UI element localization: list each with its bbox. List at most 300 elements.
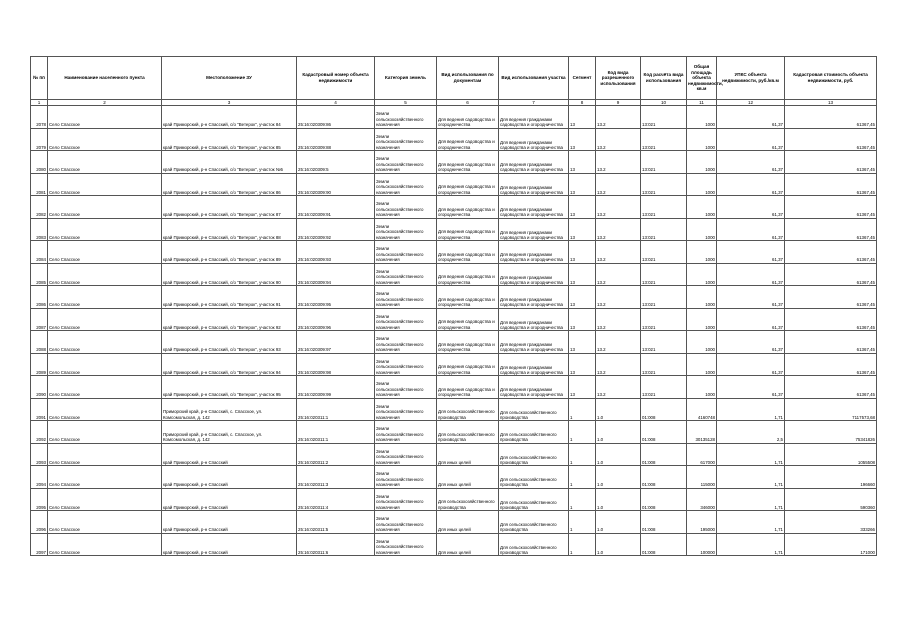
cell-settlement-name: Село Спасское xyxy=(48,466,162,489)
cell-plot-use: Для ведения гражданами садоводства и огородничества xyxy=(499,173,569,196)
cell-upks: 1,71 xyxy=(717,488,785,511)
cell-cadastral-value: 61367,45 xyxy=(785,308,877,331)
cell-settlement-name: Село Спасское xyxy=(48,488,162,511)
cell-area: 1000 xyxy=(687,286,717,309)
table-row xyxy=(31,151,877,174)
table-row xyxy=(31,173,877,196)
cell-area: 1000 xyxy=(687,353,717,376)
cell-use-by-documents: Для ведения садоводства и огородничества xyxy=(437,196,499,219)
table-row xyxy=(31,443,877,466)
table-row xyxy=(31,308,877,331)
cell-land-category: Земли сельскохозяйственного назначения xyxy=(375,173,437,196)
cell-use-code: 13.2 xyxy=(596,196,641,219)
cell-use-by-documents: Для ведения садоводства и огородничества xyxy=(437,353,499,376)
cell-use-by-documents: Для сельскохозяйственного производства xyxy=(437,398,499,421)
cell-cadastral-number: 25:16:020309:98 xyxy=(297,353,375,376)
cell-land-category: Земли сельскохозяйственного назначения xyxy=(375,376,437,399)
cell-segment: 1 xyxy=(569,533,596,556)
cell-settlement-name: Село Спасское xyxy=(48,331,162,354)
cell-use-code: 1.0 xyxy=(596,398,641,421)
table-row xyxy=(31,488,877,511)
cell-area: 195000 xyxy=(687,511,717,534)
cell-cadastral-value: 61367,45 xyxy=(785,286,877,309)
cell-upks: 61,37 xyxy=(717,241,785,264)
column-header-10: Код расчёта вида использования xyxy=(641,57,687,100)
header-row xyxy=(31,57,877,100)
cell-area: 346000 xyxy=(687,488,717,511)
column-number-12: 12 xyxy=(717,100,785,106)
cell-use-by-documents: Для ведения садоводства и огородничества xyxy=(437,106,499,129)
cell-use-by-documents: Для иных целей xyxy=(437,533,499,556)
column-number-10: 10 xyxy=(641,100,687,106)
cell-cadastral-number: 25:16:020311:1 xyxy=(297,421,375,444)
cell-plot-use: Для ведения гражданами садоводства и огородничества xyxy=(499,241,569,264)
cell-land-category: Земли сельскохозяйственного назначения xyxy=(375,331,437,354)
cell-calc-code: 13:021 xyxy=(641,286,687,309)
cell-land-category: Земли сельскохозяйственного назначения xyxy=(375,398,437,421)
column-header-11: Общая площадь объекта недвижимости, кв.м xyxy=(687,57,717,100)
cell-area: 100000 xyxy=(687,533,717,556)
cell-use-code: 13.2 xyxy=(596,286,641,309)
cell-calc-code: 13:021 xyxy=(641,308,687,331)
cell-settlement-name: Село Спасское xyxy=(48,511,162,534)
cell-use-by-documents: Для ведения садоводства и огородничества xyxy=(437,173,499,196)
cell-settlement-name: Село Спасское xyxy=(48,173,162,196)
cell-location: край Приморский, р-н Спасский, с/о "Ветерок", участок 95 xyxy=(162,376,297,399)
cell-segment: 1 xyxy=(569,488,596,511)
table-row xyxy=(31,241,877,264)
cell-segment: 1 xyxy=(569,466,596,489)
cell-calc-code: 01:008 xyxy=(641,443,687,466)
column-header-8: Сегмент xyxy=(569,57,596,100)
cell-use-by-documents: Для сельскохозяйственного производства xyxy=(437,421,499,444)
cell-segment: 13 xyxy=(569,353,596,376)
cell-settlement-name: Село Спасское xyxy=(48,398,162,421)
cell-row-number: 2079 xyxy=(31,128,48,151)
cell-segment: 13 xyxy=(569,218,596,241)
cell-calc-code: 13:021 xyxy=(641,173,687,196)
cell-location: край Приморский, р-н Спасский xyxy=(162,511,297,534)
column-header-1: № пп xyxy=(31,57,48,100)
table-row xyxy=(31,398,877,421)
cell-segment: 13 xyxy=(569,173,596,196)
cell-land-category: Земли сельскохозяйственного назначения xyxy=(375,488,437,511)
table-row xyxy=(31,218,877,241)
cell-use-code: 13.2 xyxy=(596,308,641,331)
table-row xyxy=(31,196,877,219)
table-row xyxy=(31,106,877,129)
cell-upks: 1,71 xyxy=(717,443,785,466)
cell-land-category: Земли сельскохозяйственного назначения xyxy=(375,533,437,556)
cell-land-category: Земли сельскохозяйственного назначения xyxy=(375,106,437,129)
cell-settlement-name: Село Спасское xyxy=(48,286,162,309)
cell-cadastral-value: 171000 xyxy=(785,533,877,556)
cadastral-value-table xyxy=(30,56,877,556)
table-row xyxy=(31,286,877,309)
cell-plot-use: Для сельскохозяйственного производства xyxy=(499,533,569,556)
column-number-8: 8 xyxy=(569,100,596,106)
cell-area: 30135128 xyxy=(687,421,717,444)
cell-segment: 13 xyxy=(569,331,596,354)
cell-calc-code: 13:021 xyxy=(641,196,687,219)
cell-land-category: Земли сельскохозяйственного назначения xyxy=(375,218,437,241)
column-header-3: Местоположение ЗУ xyxy=(162,57,297,100)
table-row xyxy=(31,511,877,534)
cell-land-category: Земли сельскохозяйственного назначения xyxy=(375,443,437,466)
cell-plot-use: Для ведения гражданами садоводства и огородничества xyxy=(499,286,569,309)
cell-area: 1000 xyxy=(687,376,717,399)
cell-plot-use: Для сельскохозяйственного производства xyxy=(499,511,569,534)
cell-area: 4160748 xyxy=(687,398,717,421)
cell-settlement-name: Село Спасское xyxy=(48,421,162,444)
cell-cadastral-value: 75341826 xyxy=(785,421,877,444)
cell-use-by-documents: Для ведения садоводства и огородничества xyxy=(437,218,499,241)
column-header-5: Категория земель xyxy=(375,57,437,100)
cell-row-number: 2087 xyxy=(31,308,48,331)
cell-location: край Приморский, р-н Спасский, с/о "Ветерок", участок 89 xyxy=(162,241,297,264)
cell-plot-use: Для сельскохозяйственного производства xyxy=(499,488,569,511)
cell-use-code: 1.0 xyxy=(596,421,641,444)
cell-cadastral-value: 61367,45 xyxy=(785,376,877,399)
cell-row-number: 2083 xyxy=(31,218,48,241)
cell-use-code: 1.0 xyxy=(596,511,641,534)
cell-use-code: 13.2 xyxy=(596,353,641,376)
cell-cadastral-number: 25:16:020311:1 xyxy=(297,398,375,421)
cell-cadastral-number: 25:16:020311:3 xyxy=(297,466,375,489)
cell-upks: 61,37 xyxy=(717,106,785,129)
cell-location: край Приморский, р-н Спасский xyxy=(162,533,297,556)
cell-row-number: 2094 xyxy=(31,466,48,489)
cell-use-code: 1.0 xyxy=(596,533,641,556)
cell-use-code: 13.2 xyxy=(596,151,641,174)
cell-location: Приморский край, р-н Спасский, с. Спасское, ул. Комсомольская, д. 142 xyxy=(162,398,297,421)
cell-upks: 61,37 xyxy=(717,173,785,196)
cell-upks: 61,37 xyxy=(717,376,785,399)
cell-cadastral-value: 61367,45 xyxy=(785,173,877,196)
cell-row-number: 2080 xyxy=(31,151,48,174)
cell-cadastral-value: 61367,45 xyxy=(785,196,877,219)
cell-location: край Приморский, р-н Спасский xyxy=(162,466,297,489)
cell-calc-code: 13:021 xyxy=(641,218,687,241)
cell-row-number: 2096 xyxy=(31,511,48,534)
cell-cadastral-value: 196660 xyxy=(785,466,877,489)
cell-segment: 1 xyxy=(569,398,596,421)
cell-land-category: Земли сельскохозяйственного назначения xyxy=(375,286,437,309)
cell-row-number: 2097 xyxy=(31,533,48,556)
cell-use-by-documents: Для иных целей xyxy=(437,511,499,534)
cell-cadastral-value: 61367,45 xyxy=(785,353,877,376)
cell-calc-code: 01:008 xyxy=(641,533,687,556)
cell-location: край Приморский, р-н Спасский, с/о "Ветерок", участок №5 xyxy=(162,151,297,174)
cell-settlement-name: Село Спасское xyxy=(48,106,162,129)
cell-cadastral-number: 25:16:020309:99 xyxy=(297,376,375,399)
cell-cadastral-value: 61367,45 xyxy=(785,218,877,241)
cell-cadastral-value: 7117573,68 xyxy=(785,398,877,421)
cell-cadastral-value: 61367,45 xyxy=(785,128,877,151)
cell-settlement-name: Село Спасское xyxy=(48,263,162,286)
cell-upks: 1,71 xyxy=(717,398,785,421)
column-header-2: Наименование населенного пункта xyxy=(48,57,162,100)
cell-cadastral-number: 25:16:020309:5 xyxy=(297,151,375,174)
cell-row-number: 2084 xyxy=(31,241,48,264)
cell-plot-use: Для сельскохозяйственного производства xyxy=(499,421,569,444)
cell-location: край Приморский, р-н Спасский, с/о "Ветерок", участок 88 xyxy=(162,218,297,241)
cell-location: край Приморский, р-н Спасский xyxy=(162,488,297,511)
cell-upks: 61,37 xyxy=(717,286,785,309)
cell-cadastral-value: 333266 xyxy=(785,511,877,534)
cell-calc-code: 13:021 xyxy=(641,353,687,376)
cell-use-code: 13.2 xyxy=(596,331,641,354)
cell-use-by-documents: Для ведения садоводства и огородничества xyxy=(437,286,499,309)
cell-use-code: 13.2 xyxy=(596,218,641,241)
column-number-2: 2 xyxy=(48,100,162,106)
cell-cadastral-number: 25:16:020311:4 xyxy=(297,488,375,511)
column-number-4: 4 xyxy=(297,100,375,106)
cell-area: 1000 xyxy=(687,263,717,286)
cell-area: 1000 xyxy=(687,218,717,241)
column-number-5: 5 xyxy=(375,100,437,106)
cell-use-code: 13.2 xyxy=(596,376,641,399)
cell-location: край Приморский, р-н Спасский, с/о "Ветерок", участок 93 xyxy=(162,331,297,354)
cell-use-code: 13.2 xyxy=(596,128,641,151)
cell-row-number: 2085 xyxy=(31,263,48,286)
cell-plot-use: Для ведения гражданами садоводства и огородничества xyxy=(499,196,569,219)
cell-location: край Приморский, р-н Спасский, с/о "Ветерок", участок 92 xyxy=(162,308,297,331)
cell-location: край Приморский, р-н Спасский, с/о "Ветерок", участок 91 xyxy=(162,286,297,309)
column-number-1: 1 xyxy=(31,100,48,106)
cell-cadastral-value: 590360 xyxy=(785,488,877,511)
cell-cadastral-number: 25:16:020309:94 xyxy=(297,263,375,286)
cell-cadastral-number: 25:16:020311:5 xyxy=(297,511,375,534)
cell-settlement-name: Село Спасское xyxy=(48,353,162,376)
cell-cadastral-value: 61367,45 xyxy=(785,106,877,129)
cell-upks: 1,71 xyxy=(717,533,785,556)
cell-location: Приморский край, р-н Спасский, с. Спасское, ул. Комсомольская, д. 142 xyxy=(162,421,297,444)
cell-row-number: 2092 xyxy=(31,421,48,444)
table-row xyxy=(31,128,877,151)
cell-settlement-name: Село Спасское xyxy=(48,196,162,219)
table-row xyxy=(31,331,877,354)
cell-area: 1000 xyxy=(687,196,717,219)
cell-segment: 13 xyxy=(569,196,596,219)
cell-use-by-documents: Для иных целей xyxy=(437,443,499,466)
cell-location: край Приморский, р-н Спасский, с/о "Ветерок", участок 94 xyxy=(162,353,297,376)
cell-row-number: 2081 xyxy=(31,173,48,196)
cell-settlement-name: Село Спасское xyxy=(48,376,162,399)
table-row xyxy=(31,376,877,399)
cell-land-category: Земли сельскохозяйственного назначения xyxy=(375,151,437,174)
cell-cadastral-number: 25:16:020309:97 xyxy=(297,331,375,354)
cell-plot-use: Для ведения гражданами садоводства и огородничества xyxy=(499,353,569,376)
cell-use-code: 13.2 xyxy=(596,173,641,196)
cell-use-by-documents: Для ведения садоводства и огородничества xyxy=(437,376,499,399)
column-header-6: Вид использования по документам xyxy=(437,57,499,100)
cell-use-by-documents: Для сельскохозяйственного производства xyxy=(437,488,499,511)
cell-land-category: Земли сельскохозяйственного назначения xyxy=(375,241,437,264)
cell-use-code: 13.2 xyxy=(596,241,641,264)
table-row xyxy=(31,533,877,556)
cell-location: край Приморский, р-н Спасский, с/о "Ветерок", участок 90 xyxy=(162,263,297,286)
cell-use-code: 1.0 xyxy=(596,443,641,466)
cell-location: край Приморский, р-н Спасский, с/о "Ветерок", участок 84 xyxy=(162,106,297,129)
table-row xyxy=(31,263,877,286)
cell-row-number: 2095 xyxy=(31,488,48,511)
column-number-11: 11 xyxy=(687,100,717,106)
cell-upks: 61,37 xyxy=(717,196,785,219)
cell-use-by-documents: Для ведения садоводства и огородничества xyxy=(437,241,499,264)
cell-settlement-name: Село Спасское xyxy=(48,218,162,241)
cell-plot-use: Для ведения гражданами садоводства и огородничества xyxy=(499,218,569,241)
cell-use-code: 13.2 xyxy=(596,106,641,129)
cell-plot-use: Для сельскохозяйственного производства xyxy=(499,398,569,421)
cell-calc-code: 01:008 xyxy=(641,488,687,511)
cell-cadastral-number: 25:16:020309:92 xyxy=(297,218,375,241)
cell-calc-code: 01:008 xyxy=(641,466,687,489)
cell-segment: 13 xyxy=(569,286,596,309)
column-header-9: Код вида разрешенного использования xyxy=(596,57,641,100)
cell-plot-use: Для ведения гражданами садоводства и огородничества xyxy=(499,128,569,151)
cell-calc-code: 13:021 xyxy=(641,241,687,264)
cell-cadastral-number: 25:16:020309:88 xyxy=(297,128,375,151)
column-number-3: 3 xyxy=(162,100,297,106)
cell-row-number: 2086 xyxy=(31,286,48,309)
cell-area: 1000 xyxy=(687,241,717,264)
cell-land-category: Земли сельскохозяйственного назначения xyxy=(375,263,437,286)
cell-cadastral-number: 25:16:020309:93 xyxy=(297,241,375,264)
cell-upks: 61,37 xyxy=(717,263,785,286)
cell-calc-code: 13:021 xyxy=(641,106,687,129)
cell-land-category: Земли сельскохозяйственного назначения xyxy=(375,308,437,331)
cell-row-number: 2088 xyxy=(31,331,48,354)
column-header-7: Вид использования участка xyxy=(499,57,569,100)
cell-use-code: 13.2 xyxy=(596,263,641,286)
table-row xyxy=(31,421,877,444)
cell-calc-code: 01:008 xyxy=(641,421,687,444)
cell-calc-code: 01:008 xyxy=(641,511,687,534)
cell-land-category: Земли сельскохозяйственного назначения xyxy=(375,466,437,489)
cell-upks: 61,37 xyxy=(717,151,785,174)
cell-settlement-name: Село Спасское xyxy=(48,308,162,331)
cell-use-by-documents: Для иных целей xyxy=(437,466,499,489)
cell-land-category: Земли сельскохозяйственного назначения xyxy=(375,511,437,534)
cell-upks: 61,37 xyxy=(717,353,785,376)
cell-area: 115000 xyxy=(687,466,717,489)
cell-row-number: 2091 xyxy=(31,398,48,421)
cell-area: 1000 xyxy=(687,173,717,196)
cell-cadastral-value: 1055508 xyxy=(785,443,877,466)
cell-cadastral-number: 25:16:020309:95 xyxy=(297,286,375,309)
cell-settlement-name: Село Спасское xyxy=(48,533,162,556)
cell-plot-use: Для ведения гражданами садоводства и огородничества xyxy=(499,151,569,174)
cell-use-by-documents: Для ведения садоводства и огородничества xyxy=(437,128,499,151)
cell-cadastral-number: 25:16:020311:2 xyxy=(297,443,375,466)
cell-location: край Приморский, р-н Спасский, с/о "Ветерок", участок 85 xyxy=(162,128,297,151)
column-number-13: 13 xyxy=(785,100,877,106)
cell-upks: 1,71 xyxy=(717,466,785,489)
cell-calc-code: 13:021 xyxy=(641,263,687,286)
cell-cadastral-value: 61367,45 xyxy=(785,151,877,174)
cell-area: 617000 xyxy=(687,443,717,466)
cell-use-by-documents: Для ведения садоводства и огородничества xyxy=(437,263,499,286)
cell-plot-use: Для ведения гражданами садоводства и огородничества xyxy=(499,263,569,286)
cell-row-number: 2078 xyxy=(31,106,48,129)
column-header-13: Кадастровая стоимость объекта недвижимости, руб. xyxy=(785,57,877,100)
cell-segment: 13 xyxy=(569,241,596,264)
cell-plot-use: Для ведения гражданами садоводства и огородничества xyxy=(499,376,569,399)
cell-cadastral-number: 25:16:020311:6 xyxy=(297,533,375,556)
cell-use-code: 1.0 xyxy=(596,488,641,511)
cell-settlement-name: Село Спасское xyxy=(48,443,162,466)
cell-settlement-name: Село Спасское xyxy=(48,128,162,151)
cell-segment: 13 xyxy=(569,263,596,286)
cell-area: 1000 xyxy=(687,106,717,129)
table-body xyxy=(31,106,877,556)
cell-plot-use: Для сельскохозяйственного производства xyxy=(499,466,569,489)
cell-area: 1000 xyxy=(687,151,717,174)
cell-cadastral-number: 25:16:020309:90 xyxy=(297,173,375,196)
cell-cadastral-value: 61367,45 xyxy=(785,241,877,264)
cell-cadastral-number: 25:16:020309:86 xyxy=(297,106,375,129)
cell-location: край Приморский, р-н Спасский xyxy=(162,443,297,466)
cell-calc-code: 13:021 xyxy=(641,128,687,151)
cell-plot-use: Для ведения гражданами садоводства и огородничества xyxy=(499,331,569,354)
cell-row-number: 2082 xyxy=(31,196,48,219)
cell-location: край Приморский, р-н Спасский, с/о "Ветерок", участок 87 xyxy=(162,196,297,219)
cell-segment: 13 xyxy=(569,308,596,331)
cell-plot-use: Для ведения гражданами садоводства и огородничества xyxy=(499,106,569,129)
cell-plot-use: Для ведения гражданами садоводства и огородничества xyxy=(499,308,569,331)
cell-segment: 1 xyxy=(569,421,596,444)
cell-calc-code: 13:021 xyxy=(641,151,687,174)
column-header-12: УПКС объекта недвижимости, руб./кв.м xyxy=(717,57,785,100)
cell-cadastral-value: 61367,45 xyxy=(785,331,877,354)
cell-segment: 13 xyxy=(569,151,596,174)
cell-upks: 61,37 xyxy=(717,128,785,151)
cell-plot-use: Для сельскохозяйственного производства xyxy=(499,443,569,466)
cell-upks: 1,71 xyxy=(717,511,785,534)
cell-use-by-documents: Для ведения садоводства и огородничества xyxy=(437,151,499,174)
table-row xyxy=(31,466,877,489)
cell-row-number: 2090 xyxy=(31,376,48,399)
cell-upks: 2,5 xyxy=(717,421,785,444)
cell-land-category: Земли сельскохозяйственного назначения xyxy=(375,196,437,219)
cell-area: 1000 xyxy=(687,331,717,354)
cell-land-category: Земли сельскохозяйственного назначения xyxy=(375,421,437,444)
cell-settlement-name: Село Спасское xyxy=(48,241,162,264)
cell-upks: 61,37 xyxy=(717,308,785,331)
cell-land-category: Земли сельскохозяйственного назначения xyxy=(375,128,437,151)
cell-use-code: 1.0 xyxy=(596,466,641,489)
cell-cadastral-value: 61367,45 xyxy=(785,263,877,286)
cell-area: 1000 xyxy=(687,308,717,331)
cell-settlement-name: Село Спасское xyxy=(48,151,162,174)
cell-segment: 13 xyxy=(569,128,596,151)
column-number-6: 6 xyxy=(437,100,499,106)
cell-location: край Приморский, р-н Спасский, с/о "Ветерок", участок 86 xyxy=(162,173,297,196)
cell-area: 1000 xyxy=(687,128,717,151)
cell-calc-code: 01:008 xyxy=(641,398,687,421)
cell-use-by-documents: Для ведения садоводства и огородничества xyxy=(437,331,499,354)
table-row xyxy=(31,353,877,376)
cell-land-category: Земли сельскохозяйственного назначения xyxy=(375,353,437,376)
cell-segment: 1 xyxy=(569,511,596,534)
cell-calc-code: 13:021 xyxy=(641,376,687,399)
cell-segment: 1 xyxy=(569,443,596,466)
column-header-4: Кадастровый номер объекта недвижимости xyxy=(297,57,375,100)
column-number-7: 7 xyxy=(499,100,569,106)
cell-upks: 61,37 xyxy=(717,218,785,241)
cell-row-number: 2093 xyxy=(31,443,48,466)
